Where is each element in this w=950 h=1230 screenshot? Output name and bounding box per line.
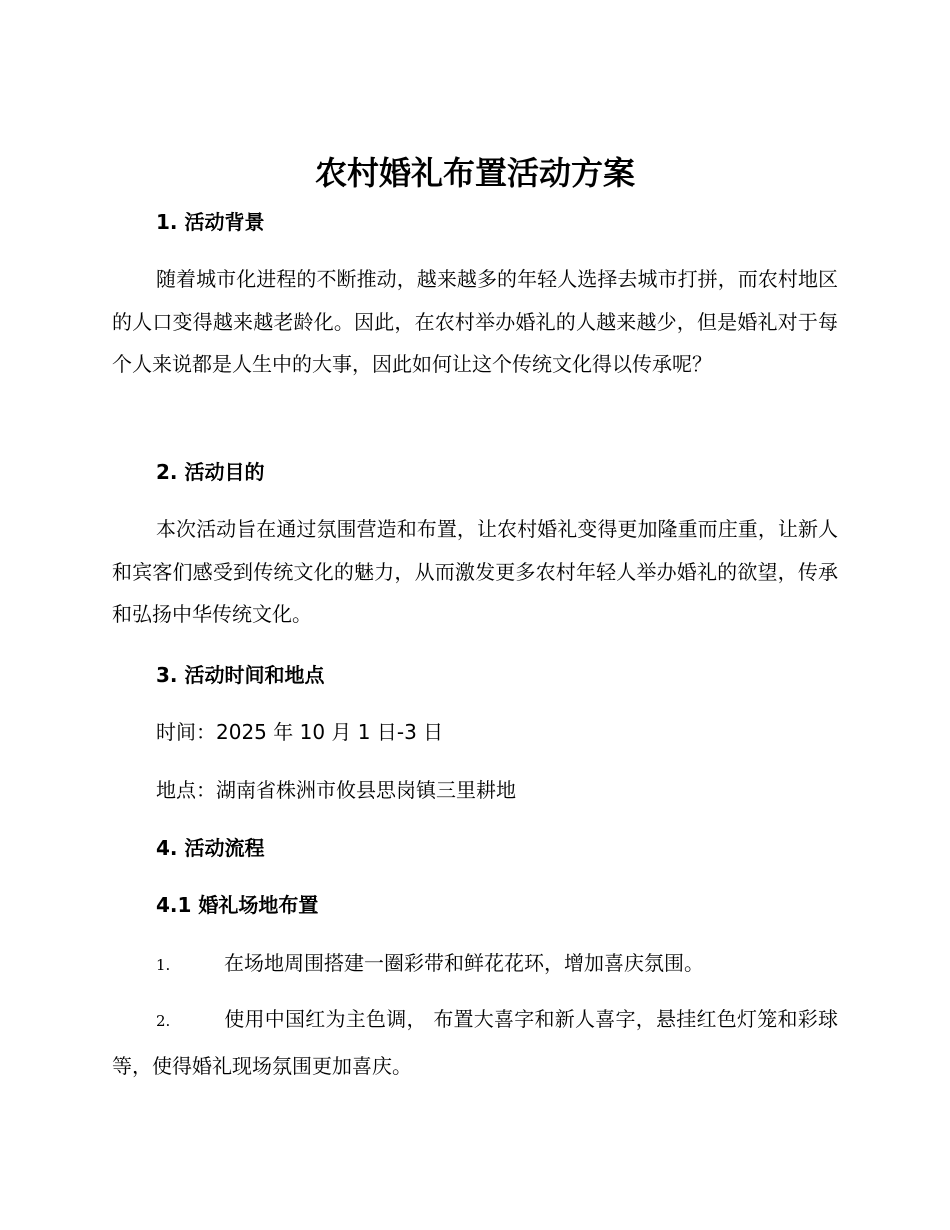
event-time: 时间：2025 年 10 月 1 日-3 日	[156, 720, 444, 744]
list-item-number: 2.	[156, 1012, 171, 1030]
section-heading-process: 4. 活动流程	[156, 836, 265, 860]
event-place: 地点：湖南省株洲市攸县思岗镇三里耕地	[156, 778, 516, 802]
list-item-number: 1.	[156, 956, 171, 974]
document-title: 农村婚礼布置活动方案	[314, 154, 635, 192]
list-item-text: 使用中国红为主色调， 布置大喜字和新人喜字，悬挂红色灯笼和彩球等，使得婚礼现场氛围更加喜庆。	[112, 1007, 838, 1078]
list-item	[112, 997, 838, 1089]
subsection-heading-venue: 4.1 婚礼场地布置	[156, 893, 319, 917]
section-heading-background: 1. 活动背景	[156, 210, 265, 234]
paragraph-background: 随着城市化进程的不断推动，越来越多的年轻人选择去城市打拼，而农村地区的人口变得越来越老龄化。因此，在农村举办婚礼的人越来越少，但是婚礼对于每个人来说都是人生中的大事，因此如何让这个传统文化得以传承呢？	[112, 267, 838, 376]
list-item	[112, 941, 838, 988]
section-heading-purpose: 2. 活动目的	[156, 460, 265, 484]
section-heading-time-place: 3. 活动时间和地点	[156, 663, 325, 687]
list-item-text: 在场地周围搭建一圈彩带和鲜花花环，增加喜庆氛围。	[224, 951, 704, 975]
paragraph-purpose: 本次活动旨在通过氛围营造和布置，让农村婚礼变得更加隆重而庄重，让新人和宾客们感受到传统文化的魅力，从而激发更多农村年轻人举办婚礼的欲望，传承和弘扬中华传统文化。	[112, 517, 838, 626]
